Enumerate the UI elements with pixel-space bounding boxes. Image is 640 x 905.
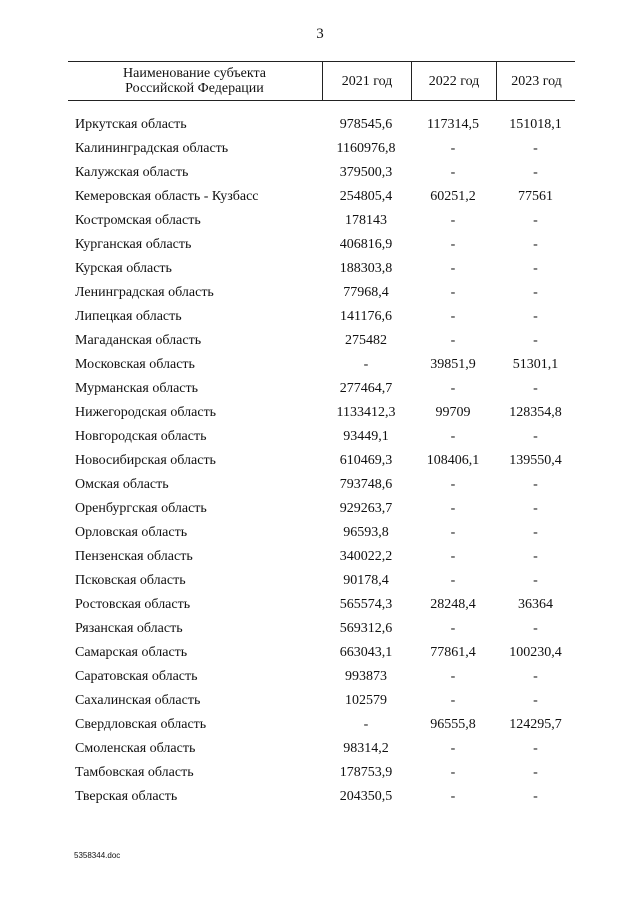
value-2023: 124295,7 [509,717,562,732]
table-row [68,713,575,737]
value-2023: - [533,765,538,780]
table-row [68,353,575,377]
region-name: Сахалинская область [75,693,201,708]
value-2021: 254805,4 [339,189,393,204]
table-row [68,689,575,713]
value-2022: - [450,621,456,636]
region-name: Калининградская область [75,141,229,156]
value-2021: 277464,7 [339,381,393,396]
value-2021: 188303,8 [339,261,393,276]
value-2022: - [450,669,456,684]
value-2022: - [450,285,456,300]
value-2021: 978545,6 [339,117,393,132]
page-number: 3 [316,26,324,42]
value-2023: - [533,381,538,396]
value-2023: - [533,741,538,756]
value-2021: 178143 [345,213,387,228]
value-2023: - [533,333,538,348]
value-2023: - [533,213,538,228]
region-name: Магаданская область [75,333,202,348]
value-2022: - [450,573,456,588]
region-name: Самарская область [75,645,188,660]
region-name: Ленинградская область [75,285,214,300]
value-2022: - [450,381,456,396]
table-row [68,641,575,665]
region-name: Тамбовская область [75,765,194,780]
value-2022: - [450,477,456,492]
table-row [68,569,575,593]
value-2023: - [533,141,538,156]
value-2023: - [533,525,538,540]
value-2023: 51301,1 [512,357,559,372]
region-name: Пензенская область [75,549,193,564]
table-row [68,449,575,473]
value-2022: - [450,525,456,540]
value-2021: 610469,3 [339,453,393,468]
table-row [68,209,575,233]
region-name: Курская область [75,261,172,276]
table-row [68,425,575,449]
table-row [68,281,575,305]
value-2022: - [450,213,456,228]
value-2021: 102579 [345,693,387,708]
region-name: Московская область [75,357,195,372]
value-2022: 77861,4 [430,645,476,660]
value-2023: - [533,237,538,252]
value-2023: - [533,789,538,804]
table-header [68,61,575,101]
region-name: Кемеровская область - Кузбасс [75,189,259,204]
region-name: Омская область [75,477,169,492]
region-name: Нижегородская область [75,405,217,420]
value-2021: 379500,3 [339,165,393,180]
value-2021: 569312,6 [339,621,393,636]
value-2023: - [533,477,538,492]
region-name: Рязанская область [75,621,183,636]
table-row [68,521,575,545]
value-2021: 96593,8 [343,525,389,540]
value-2023: 151018,1 [509,117,562,132]
value-2023: - [533,261,538,276]
region-name: Оренбургская область [75,501,207,516]
value-2023: - [533,693,538,708]
value-2023: - [533,549,538,564]
value-2023: - [533,501,538,516]
value-2023: 77561 [518,189,553,204]
value-2022: 117314,5 [427,117,479,132]
value-2023: - [533,621,538,636]
value-2021: 1160976,8 [336,141,396,156]
table-row [68,593,575,617]
value-2021: 90178,4 [343,573,389,588]
table-row [68,305,575,329]
value-2022: - [450,501,456,516]
value-2021: 993873 [345,669,387,684]
region-name: Новгородская область [75,429,207,444]
region-name: Курганская область [75,237,192,252]
value-2021: 77968,4 [343,285,389,300]
table-row [68,497,575,521]
value-2022: 60251,2 [430,189,476,204]
region-name: Смоленская область [75,741,196,756]
value-2022: 96555,8 [430,717,476,732]
value-2022: - [450,333,456,348]
value-2021: 178753,9 [339,765,393,780]
table-body [68,113,575,809]
value-2023: - [533,429,538,444]
value-2021: 793748,6 [339,477,393,492]
value-2022: - [450,549,456,564]
value-2022: - [450,741,456,756]
region-name: Новосибирская область [75,453,216,468]
region-name: Орловская область [75,525,188,540]
region-name: Липецкая область [75,309,182,324]
value-2023: - [533,285,538,300]
value-2021: 141176,6 [340,309,392,324]
header-2023: 2023 год [496,62,576,100]
value-2023: 36364 [518,597,553,612]
table-row [68,617,575,641]
value-2022: - [450,237,456,252]
table-row [68,401,575,425]
table-row [68,545,575,569]
table-row [68,785,575,809]
table-row [68,737,575,761]
region-name: Тверская область [75,789,178,804]
region-name: Саратовская область [75,669,198,684]
region-name: Псковская область [75,573,186,588]
value-2022: - [450,429,456,444]
table-row [68,185,575,209]
header-region-label: Наименование субъекта Российской Федерации [123,66,266,96]
value-2021: 340022,2 [339,549,393,564]
value-2022: - [450,165,456,180]
value-2021: 929263,7 [339,501,393,516]
table-row [68,137,575,161]
header-region [68,62,321,100]
value-2023: - [533,165,538,180]
value-2022: - [450,765,456,780]
value-2021: 93449,1 [343,429,389,444]
table-row [68,257,575,281]
table-row [68,761,575,785]
value-2021: 406816,9 [339,237,393,252]
region-name: Костромская область [75,213,201,228]
value-2021: 98314,2 [343,741,389,756]
value-2021: 204350,5 [339,789,393,804]
table-row [68,665,575,689]
value-2022: - [450,141,456,156]
header-2022: 2022 год [411,62,496,100]
funding-table [68,61,575,804]
table-row [68,329,575,353]
region-name: Иркутская область [75,117,187,132]
value-2021: 1133412,3 [336,405,396,420]
value-2022: - [450,789,456,804]
value-2022: 108406,1 [426,453,480,468]
table-row [68,113,575,137]
value-2023: - [533,573,538,588]
value-2022: 28248,4 [430,597,476,612]
value-2021: - [363,717,369,732]
value-2022: 99709 [435,405,471,420]
table-row [68,161,575,185]
value-2021: 565574,3 [339,597,393,612]
value-2022: - [450,693,456,708]
value-2022: 39851,9 [430,357,476,372]
table-row [68,233,575,257]
value-2023: - [533,309,538,324]
value-2021: 275482 [345,333,387,348]
region-name: Мурманская область [75,381,199,396]
value-2021: - [363,357,369,372]
value-2023: 100230,4 [509,645,562,660]
region-name: Ростовская область [75,597,191,612]
value-2022: - [450,309,456,324]
value-2023: 128354,8 [509,405,562,420]
value-2022: - [450,261,456,276]
region-name: Калужская область [75,165,189,180]
table-row [68,473,575,497]
table-row [68,377,575,401]
value-2023: - [533,669,538,684]
region-name: Свердловская область [75,717,207,732]
value-2021: 663043,1 [339,645,393,660]
document-id: 5358344.doc [74,851,121,860]
header-2021: 2021 год [322,62,411,100]
value-2023: 139550,4 [509,453,562,468]
